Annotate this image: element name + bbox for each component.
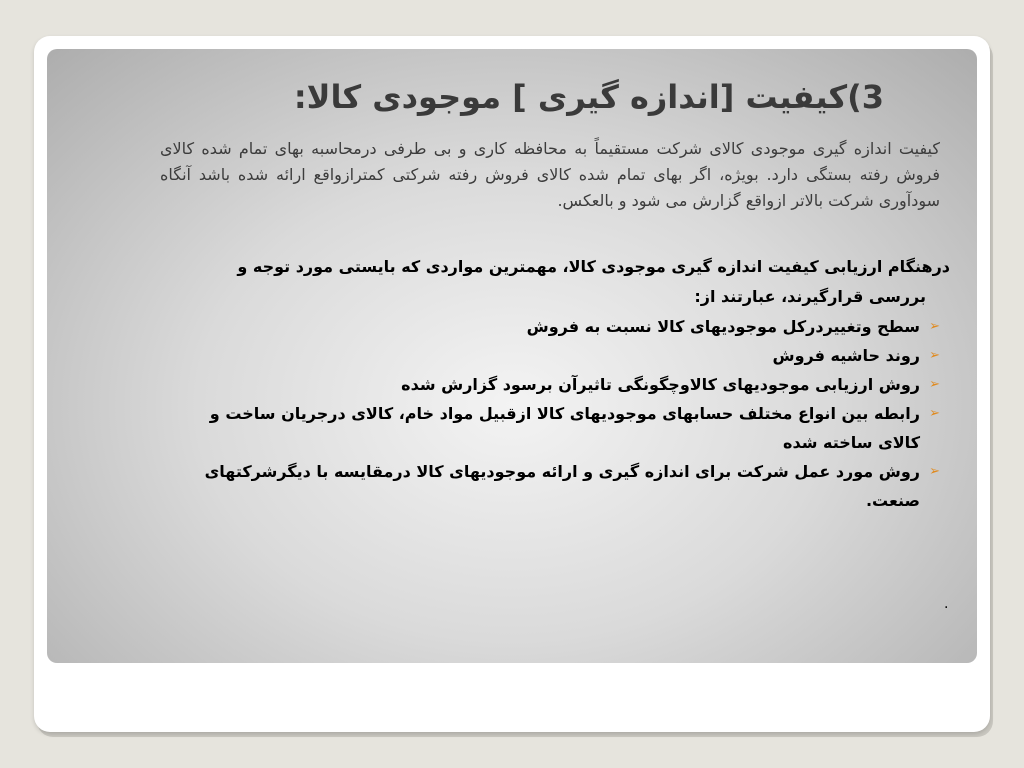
arrow-bullet-icon: ➢ — [929, 319, 940, 334]
list-item — [150, 399, 950, 457]
intro-paragraph: کیفیت اندازه گیری موجودی کالای شرکت مستقیماً به محافظه کاری و بی طرفی درمحاسبه بهای تمام شده کالای فروش رفته بستگی دارد. بویژه، اگر بهای تمام شده کالای فروش رفته شرکتی کمترازواقع ارائه شده باشد آنگاه سودآوری شرکت بالاتر ازواقع گزارش می شود و بالعکس. — [160, 139, 940, 210]
bullet-text: روند حاشیه فروش — [772, 346, 920, 365]
arrow-bullet-icon: ➢ — [929, 406, 940, 421]
bullet-text: روش ارزیابی موجودیهای کالاوچگونگی تاثیرآن برسود گزارش شده — [401, 375, 920, 394]
lead-line-2: بررسی قرارگیرند، عبارتند از: — [694, 287, 926, 306]
arrow-bullet-icon: ➢ — [929, 348, 940, 363]
list-item — [150, 341, 950, 370]
bullet-text: سطح وتغییردرکل موجودیهای کالا نسبت به فروش — [526, 317, 920, 336]
bullet-text: رابطه بین انواع مختلف حسابهای موجودیهای کالا ازقبیل مواد خام، کالای درجریان ساخت و کالای ساخته شده — [209, 404, 920, 452]
list-item — [150, 457, 950, 515]
arrow-bullet-icon: ➢ — [929, 377, 940, 392]
lead-paragraph — [200, 252, 950, 312]
slide-title: 3)کیفیت [اندازه گیری ] موجودی کالا: — [293, 78, 884, 116]
trailing-dot: . — [944, 596, 949, 612]
list-item — [150, 370, 950, 399]
lead-line-1: درهنگام ارزیابی کیفیت اندازه گیری موجودی کالا، مهمترین مواردی که بایستی مورد توجه و — [237, 257, 950, 276]
bullet-text: روش مورد عمل شرکت برای اندازه گیری و ارائه موجودیهای کالا درمقایسه با دیگرشرکتهای صنعت. — [204, 462, 920, 510]
arrow-bullet-icon: ➢ — [929, 464, 940, 479]
bullet-list — [150, 312, 950, 515]
list-item — [150, 312, 950, 341]
